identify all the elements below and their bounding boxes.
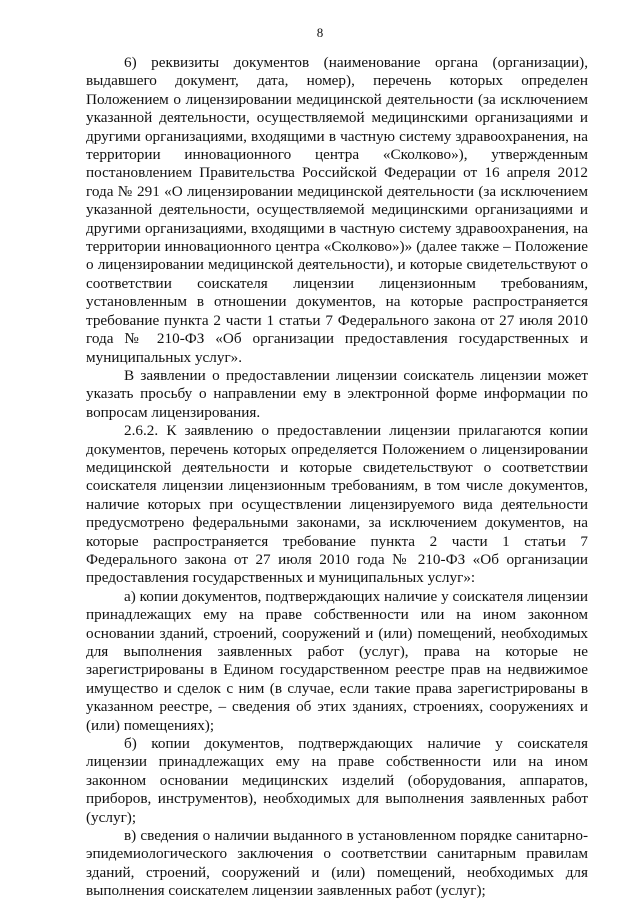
paragraph-subitem-v: в) сведения о наличии выданного в установленном порядке санитарно-эпидемиологического заключения о соответствии санитарным правилам зданий, строений, сооружений и (или) помещений, необходимых для выполнения соискателем лицензии заявленных работ (услуг);	[86, 827, 588, 900]
document-body	[86, 54, 588, 901]
paragraph-subitem-a: а) копии документов, подтверждающих наличие у соискателя лицензии принадлежащих ему на праве собственности или на ином законном основании зданий, строений, сооружений и (или) помещений, необходимых для выполнения заявленных работ (услуг), права на которые не зарегистрированы в Едином государственном реестре прав на недвижимое имущество и сделок с ним (в случае, если такие права зарегистрированы в указанном реестре, – сведения об этих зданиях, строениях, сооружениях и (или) помещениях);	[86, 587, 588, 734]
paragraph-electronic-info-request: В заявлении о предоставлении лицензии соискатель лицензии может указать просьбу о направлении ему в электронной форме информации по вопросам лицензирования.	[86, 366, 588, 421]
paragraph-2-6-2: 2.6.2. К заявлению о предоставлении лицензии прилагаются копии документов, перечень которых определяется Положением о лицензировании медицинской деятельности и которые свидетельствуют о соответствии соискателя лицензии лицензионным требованиям, в том числе документов, наличие которых при осуществлении лицензируемого вида деятельности предусмотрено федеральными законами, за исключением документов, на которые распространяется требование пункта 2 части 1 статьи 7 Федерального закона от 27 июля 2010 года № 210-ФЗ «Об организации предоставления государственных и муниципальных услуг»:	[86, 422, 588, 587]
paragraph-subitem-b: б) копии документов, подтверждающих наличие у соискателя лицензии принадлежащих ему на праве собственности или на ином законном основании медицинских изделий (оборудования, аппаратов, приборов, инструментов), необходимых для выполнения заявленных работ (услуг);	[86, 735, 588, 826]
page-number: 8	[316, 25, 324, 40]
paragraph-item-6-document-requisites: 6) реквизиты документов (наименование органа (организации), выдавшего документ, дата, номер), перечень которых определен Положением о лицензировании медицинской деятельности (за исключением указанной деятельности, осуществляемой медицинскими организациями и другими организациями, входящими в частную систему здравоохранения, на территории инновационного центра «Сколково»), утвержденным постановлением Правительства Российской Федерации от 16 апреля 2012 года № 291 «О лицензировании медицинской деятельности (за исключением указанной деятельности, осуществляемой медицинскими организациями и другими организациями, входящими в частную систему здравоохранения, на территории инновационного центра «Сколково»)» (далее также – Положение о лицензировании медицинской деятельности), и которые свидетельствуют о соответствии соискателя лицензии лицензионным требованиям, установленным в отношении документов, на которые распространяется требование пункта 2 части 1 статьи 7 Федерального закона от 27 июля 2010 года № 210-ФЗ «Об организации предоставления государственных и муниципальных услуг».	[86, 54, 588, 366]
